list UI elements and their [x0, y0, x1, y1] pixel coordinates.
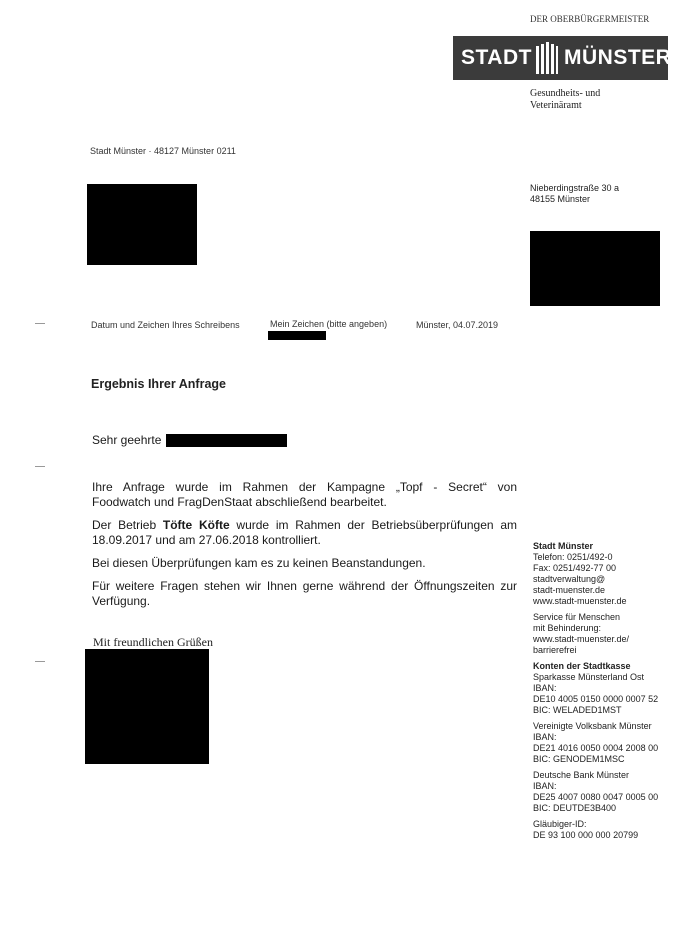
logo-text-stadt: STADT — [461, 46, 532, 69]
office-street: Nieberdingstraße 30 a — [530, 183, 620, 193]
stadt-muenster-logo — [453, 36, 672, 80]
department-name — [530, 88, 600, 112]
sidebar-contact — [533, 541, 683, 841]
bank-1-name: Sparkasse Münsterland Ost — [533, 672, 645, 682]
sidebar-service-1: Service für Menschen — [533, 612, 621, 622]
paragraph-2-prefix: Der Betrieb — [92, 518, 163, 532]
salutation: Sehr geehrte — [92, 433, 162, 447]
cathedral-icon — [535, 42, 559, 74]
sidebar-accounts — [533, 661, 683, 841]
bank-1-bic: BIC: WELADED1MST — [533, 705, 622, 715]
sidebar-web: www.stadt-muenster.de — [533, 596, 627, 606]
sidebar-service-4: barrierefrei — [533, 645, 577, 655]
redacted-recipient-name — [166, 434, 287, 447]
letter-date: Münster, 04.07.2019 — [416, 320, 499, 330]
accounts-title: Konten der Stadtkasse — [533, 661, 631, 671]
sidebar-fax: Fax: 0251/492-77 00 — [533, 563, 617, 573]
bank-2-bic: BIC: GENODEM1MSC — [533, 754, 625, 764]
sidebar-email-1: stadtverwaltung@ — [533, 574, 606, 584]
logo-text-muenster: MÜNSTER — [564, 46, 672, 69]
paragraph-4-line-1: Für weitere Fragen stehen wir Ihnen gerne während der Öffnungszeiten zur — [92, 579, 517, 593]
bank-1-iban-label: IBAN: — [533, 683, 557, 693]
paragraph-1-line-1: Ihre Anfrage wurde im Rahmen der Kampagne „Topf - Secret“ von — [92, 480, 517, 494]
redacted-reference-number — [268, 331, 326, 340]
bank-3-name: Deutsche Bank Münster — [533, 770, 630, 780]
office-city: 48155 Münster — [530, 194, 591, 204]
bank-3-iban: DE25 4007 0080 0047 0005 00 — [533, 792, 659, 802]
department-line-2: Veterinäramt — [530, 100, 582, 111]
paragraph-2-suffix: wurde im Rahmen der Betriebsüberprüfungen am — [229, 518, 517, 532]
paragraph-2-line-2: 18.09.2017 und am 27.06.2018 kontrolliert. — [92, 533, 321, 547]
redacted-contact — [530, 231, 660, 306]
fold-mark-2 — [35, 466, 45, 467]
paragraph-3: Bei diesen Überprüfungen kam es zu keinen Beanstandungen. — [92, 556, 426, 570]
bank-2-name: Vereinigte Volksbank Münster — [533, 721, 652, 731]
bank-1-iban: DE10 4005 0150 0000 0007 52 — [533, 694, 659, 704]
bank-2-iban-label: IBAN: — [533, 732, 557, 742]
sidebar-service — [533, 612, 683, 656]
redacted-recipient-address — [87, 184, 197, 265]
closing: Mit freundlichen Grüßen — [93, 635, 213, 649]
paragraph-2-line-1 — [92, 518, 517, 533]
redacted-signature — [85, 649, 209, 764]
fold-mark-1 — [35, 323, 45, 324]
department-line-1: Gesundheits- und — [530, 88, 601, 99]
office-address — [530, 183, 619, 205]
business-name: Töfte Köfte — [162, 518, 230, 532]
paragraph-2 — [92, 518, 517, 548]
fold-mark-3 — [35, 661, 45, 662]
sidebar-service-3: www.stadt-muenster.de/ — [533, 634, 630, 644]
my-reference-label: Mein Zeichen (bitte angeben) — [270, 319, 388, 329]
your-reference-label: Datum und Zeichen Ihres Schreibens — [91, 320, 240, 330]
mayor-title: DER OBERBÜRGERMEISTER — [530, 14, 650, 24]
sidebar-phone: Telefon: 0251/492-0 — [533, 552, 613, 562]
creditor-id: DE 93 100 000 000 20799 — [533, 830, 639, 840]
paragraph-1 — [92, 480, 517, 510]
creditor-label: Gläubiger-ID: — [533, 819, 587, 829]
paragraph-4 — [92, 579, 517, 609]
sidebar-org: Stadt Münster — [533, 541, 594, 551]
sidebar-service-2: mit Behinderung: — [533, 623, 602, 633]
bank-3-bic: BIC: DEUTDE3B400 — [533, 803, 617, 813]
letter-subject: Ergebnis Ihrer Anfrage — [91, 377, 226, 391]
letter-body — [92, 480, 517, 609]
bank-2-iban: DE21 4016 0050 0004 2008 00 — [533, 743, 659, 753]
paragraph-4-line-2: Verfügung. — [92, 594, 151, 608]
sender-line: Stadt Münster · 48127 Münster 0211 — [90, 146, 236, 156]
paragraph-1-line-2: Foodwatch und FragDenStaat abschließend bearbeitet. — [92, 495, 387, 509]
sidebar-email-2: stadt-muenster.de — [533, 585, 606, 595]
bank-3-iban-label: IBAN: — [533, 781, 557, 791]
